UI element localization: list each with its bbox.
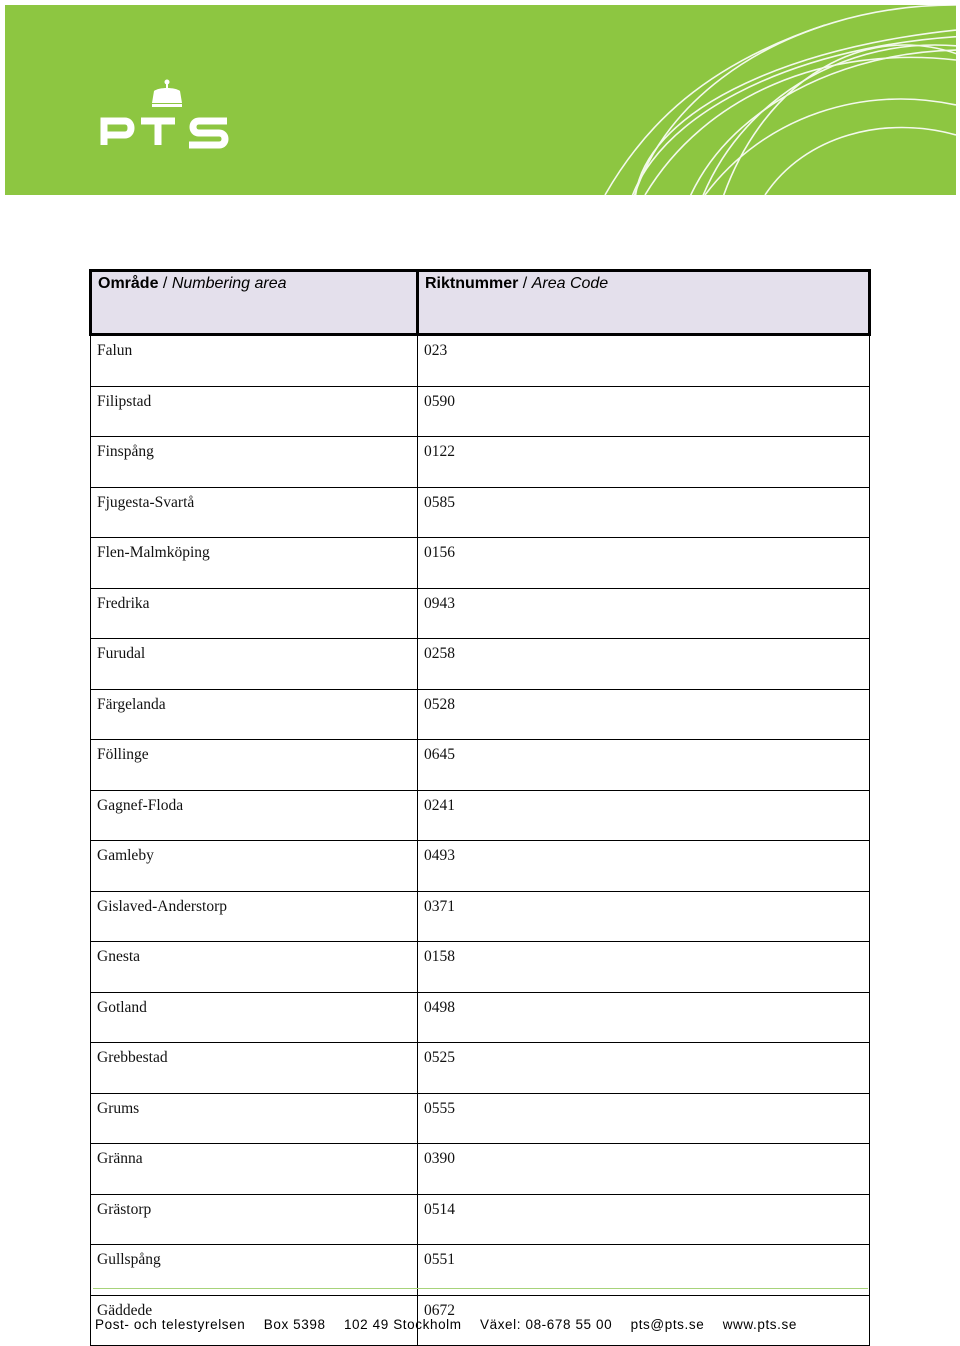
table-row (91, 538, 870, 589)
area-code-cell: 0943 (418, 588, 870, 639)
area-name-cell: Falun (91, 335, 418, 387)
area-code-cell: 0551 (418, 1245, 870, 1296)
footer-web[interactable]: www.pts.se (722, 1317, 797, 1332)
area-name-cell: Furudal (91, 639, 418, 690)
area-code-cell: 0525 (418, 1043, 870, 1094)
area-name-cell: Gäddede (91, 1295, 418, 1346)
area-code-cell: 0122 (418, 437, 870, 488)
footer-phone: Växel: 08-678 55 00 (479, 1317, 613, 1332)
column-header-area: Område / Numbering area (91, 271, 418, 335)
table-row (91, 891, 870, 942)
area-name-cell: Gislaved-Anderstorp (91, 891, 418, 942)
area-code-cell: 0514 (418, 1194, 870, 1245)
area-name-cell: Filipstad (91, 386, 418, 437)
area-name-cell: Fjugesta-Svartå (91, 487, 418, 538)
table-row (91, 790, 870, 841)
footer-email[interactable]: pts@pts.se (630, 1317, 705, 1332)
area-name-cell: Fredrika (91, 588, 418, 639)
table-row (91, 992, 870, 1043)
area-code-cell: 0258 (418, 639, 870, 690)
area-code-cell: 0241 (418, 790, 870, 841)
area-name-cell: Grästorp (91, 1194, 418, 1245)
area-code-cell: 0390 (418, 1144, 870, 1195)
table-row (91, 1093, 870, 1144)
footer-org: Post- och telestyrelsen (95, 1317, 246, 1332)
footer-contact (95, 1317, 955, 1332)
table-row (91, 1194, 870, 1245)
table-row (91, 841, 870, 892)
table-row (91, 335, 870, 387)
table-row (91, 689, 870, 740)
area-name-cell: Gränna (91, 1144, 418, 1195)
area-name-cell: Färgelanda (91, 689, 418, 740)
area-code-cell: 0555 (418, 1093, 870, 1144)
area-name-cell: Finspång (91, 437, 418, 488)
area-name-cell: Gullspång (91, 1245, 418, 1296)
area-code-cell: 0585 (418, 487, 870, 538)
table-row (91, 437, 870, 488)
area-code-cell: 0371 (418, 891, 870, 942)
footer-divider (93, 1288, 868, 1289)
table-row (91, 1043, 870, 1094)
table-row (91, 588, 870, 639)
column-header-code: Riktnummer / Area Code (418, 271, 870, 335)
area-name-cell: Grums (91, 1093, 418, 1144)
area-code-table (89, 269, 871, 1346)
area-code-cell: 0498 (418, 992, 870, 1043)
area-name-cell: Föllinge (91, 740, 418, 791)
table-row (91, 487, 870, 538)
area-code-cell: 0158 (418, 942, 870, 993)
header-banner (5, 5, 956, 195)
area-name-cell: Gamleby (91, 841, 418, 892)
area-name-cell: Gnesta (91, 942, 418, 993)
table-row (91, 942, 870, 993)
area-code-cell: 0156 (418, 538, 870, 589)
table-row (91, 386, 870, 437)
table-row (91, 639, 870, 690)
table-row (91, 740, 870, 791)
footer-city: 102 49 Stockholm (343, 1317, 462, 1332)
area-code-cell: 0645 (418, 740, 870, 791)
area-name-cell: Gotland (91, 992, 418, 1043)
area-code-cell: 0672 (418, 1295, 870, 1346)
footer-box: Box 5398 (263, 1317, 326, 1332)
area-code-cell: 0493 (418, 841, 870, 892)
pts-logo (97, 77, 237, 153)
area-name-cell: Grebbestad (91, 1043, 418, 1094)
area-code-cell: 023 (418, 335, 870, 387)
table-row (91, 1144, 870, 1195)
area-name-cell: Flen-Malmköping (91, 538, 418, 589)
area-code-cell: 0528 (418, 689, 870, 740)
area-name-cell: Gagnef-Floda (91, 790, 418, 841)
table-header-row (91, 271, 870, 335)
area-code-cell: 0590 (418, 386, 870, 437)
